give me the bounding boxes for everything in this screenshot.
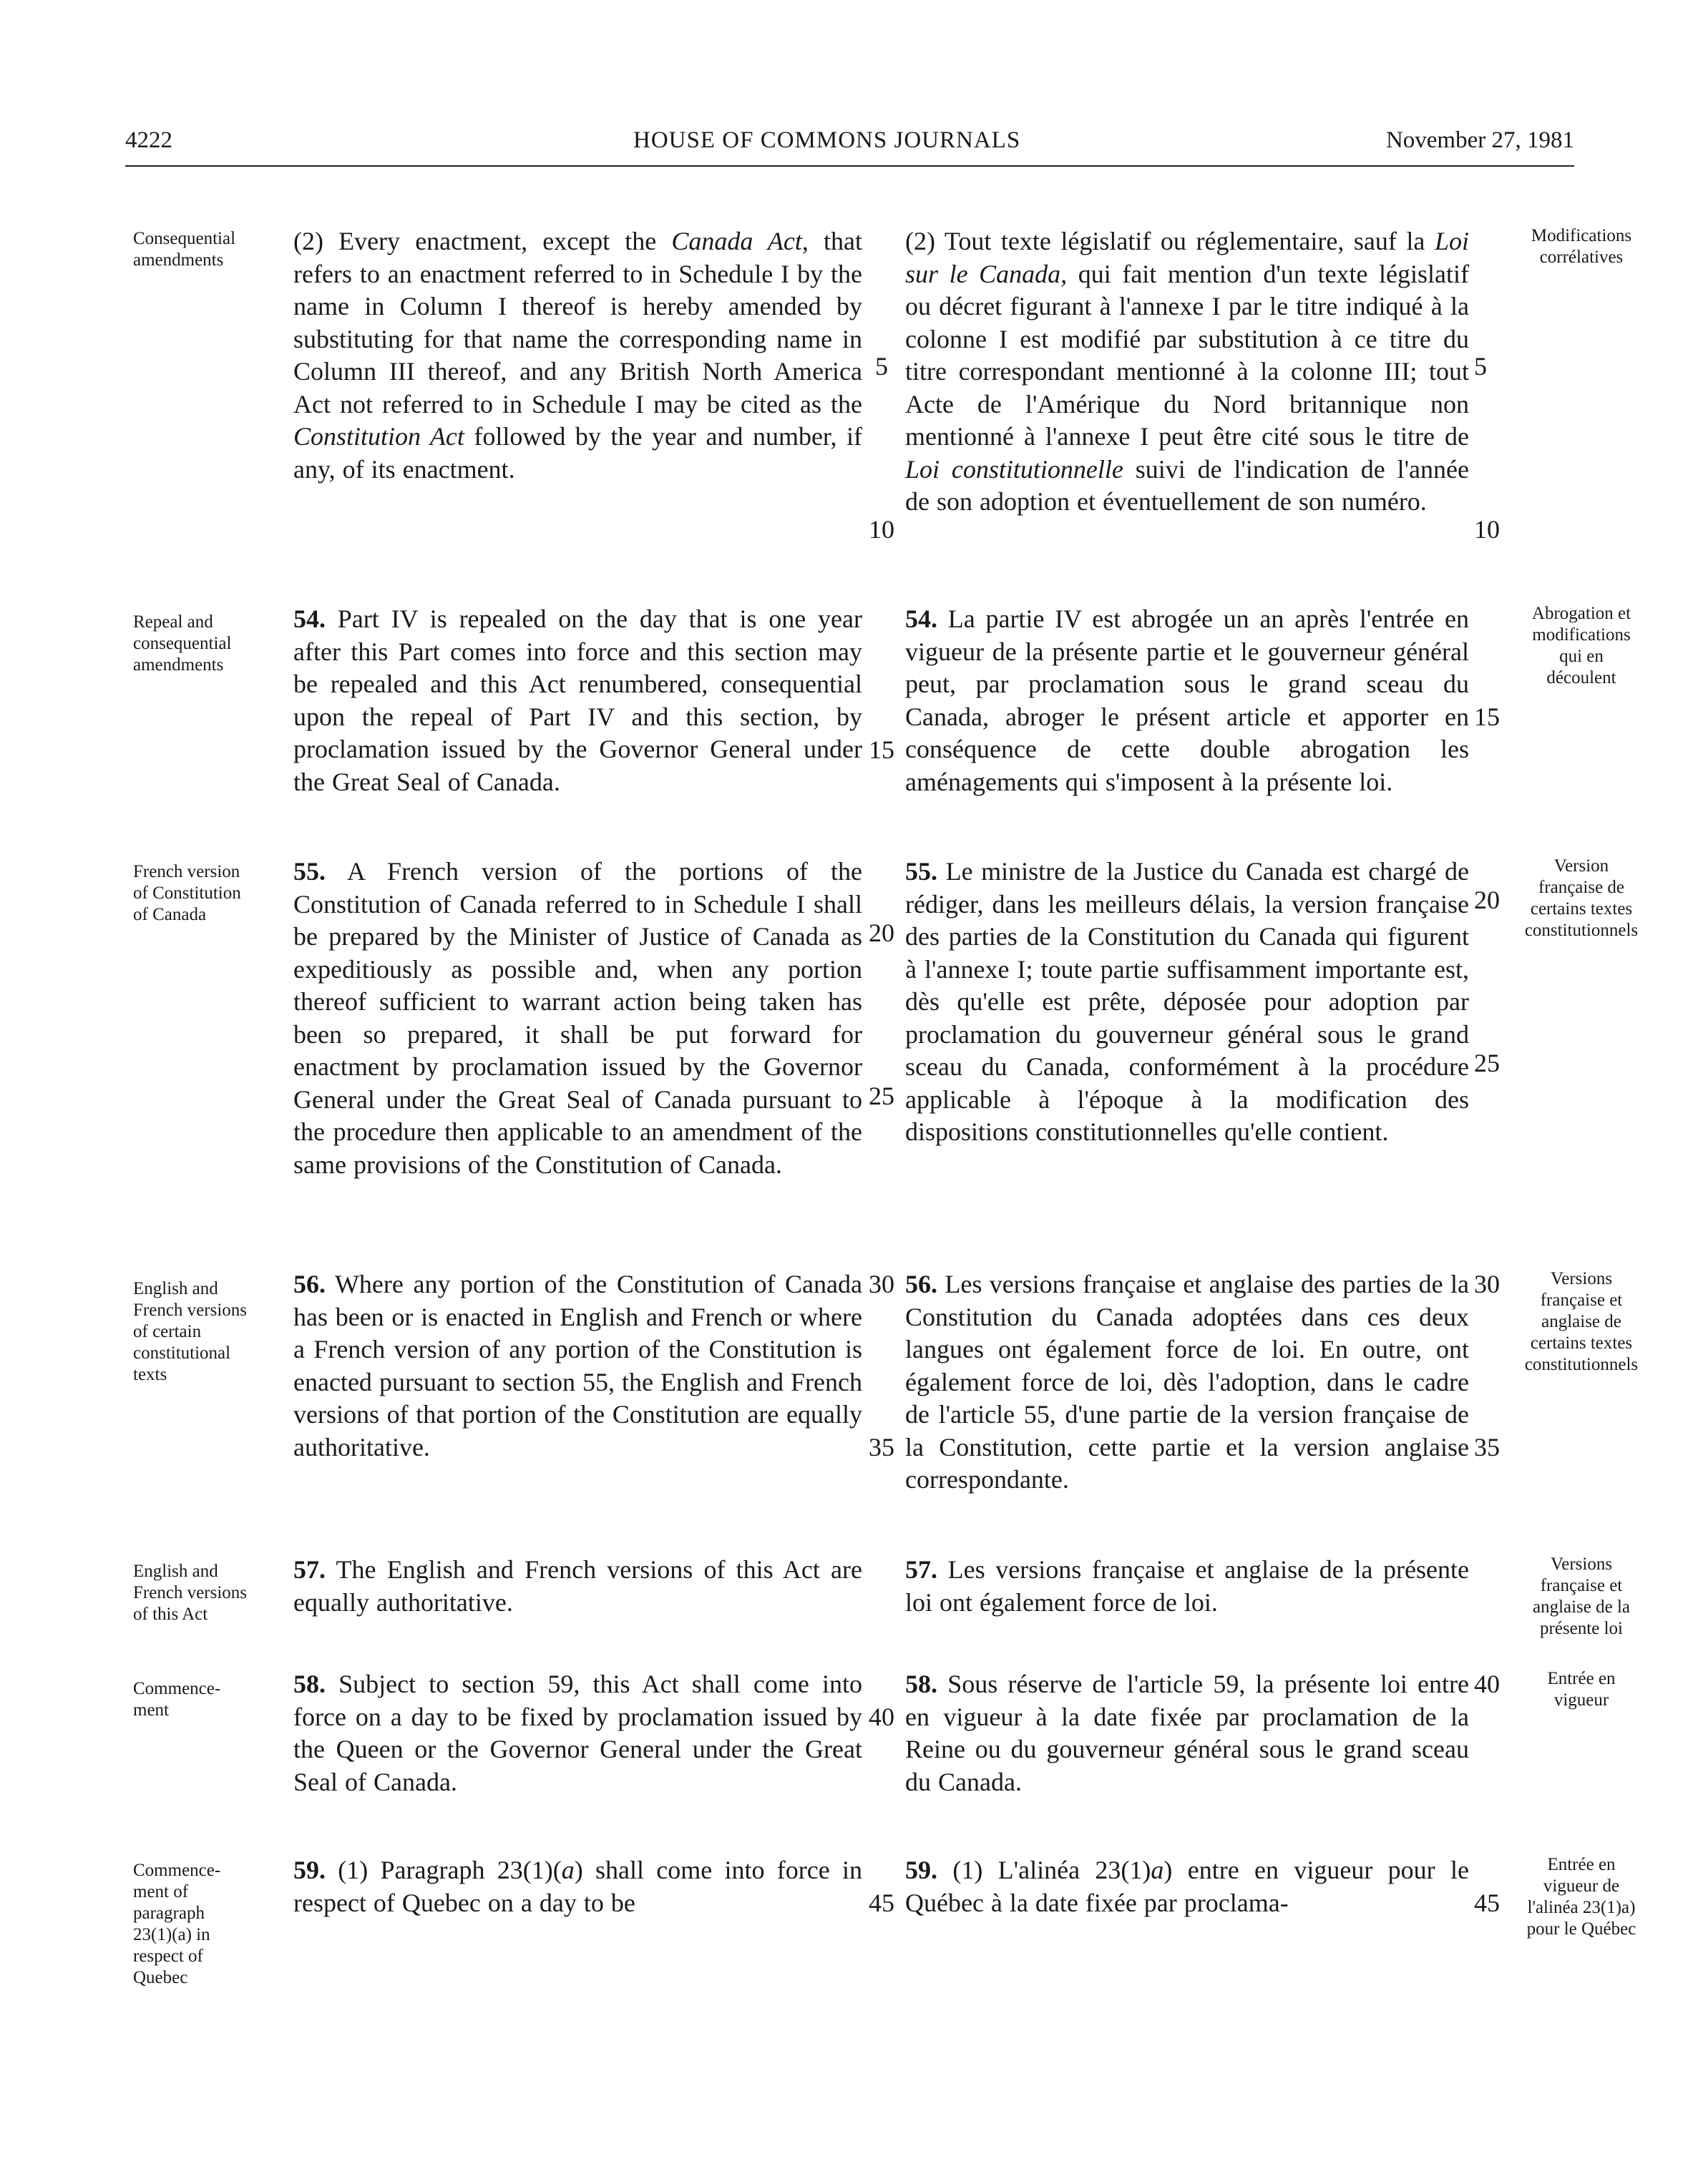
section-number: 58. xyxy=(293,1670,326,1698)
english-text xyxy=(293,1268,862,1464)
italic-title: Canada Act xyxy=(671,227,802,255)
margin-note-en: Commence- ment xyxy=(133,1679,221,1720)
line-number: 20 xyxy=(1474,886,1500,914)
text-part: ) entre en vigueur pour le Québec à la date fixée par proclama- xyxy=(905,1856,1469,1917)
section-number: 54. xyxy=(293,604,326,633)
margin-note-fr: Versions française et anglaise de la présente loi xyxy=(1532,1554,1631,1638)
margin-note-fr: Modifications corrélatives xyxy=(1531,226,1632,267)
text-part: A French version of the portions of the Constitution of Canada referred to in Schedule I shall be prepared by the Minister of Justice of Canada as expeditiously as possible and, when any portion thereof sufficient to warrant action being taken has been so prepared, it shall be put forward for enactment by proclamation issued by the Governor General under the Great Seal of Canada pursuant to the procedure then applicable to an amendment of the same provisions of the Constitution of Canada. xyxy=(293,857,862,1179)
french-text xyxy=(905,1668,1469,1798)
french-text xyxy=(905,856,1469,1149)
text-part: Les versions française et anglaise des parties de la Constitution du Canada adoptées dans ces deux langues ont également force de loi. En outre, ont également force de loi, dès l'adoption, dans le cadre de l'article 55, d'une partie de la version française de la Constitution, cette partie et la version anglaise correspondante. xyxy=(905,1270,1469,1494)
line-number: 35 xyxy=(1474,1433,1500,1461)
text-part: La partie IV est abrogée un an après l'entrée en vigueur de la présente partie et le gouverneur général peut, par proclamation sous le grand sceau du Canada, abroger le présent article et apporter en conséquence de cette double abrogation les aménagements qui s'imposent à la présente loi. xyxy=(905,604,1469,796)
english-text xyxy=(293,856,862,1181)
section-number: 57. xyxy=(293,1555,326,1584)
english-text xyxy=(293,225,862,486)
text-part: (1) Paragraph 23(1)( xyxy=(326,1856,562,1884)
margin-note-fr: Abrogation et modifications qui en découlent xyxy=(1531,604,1631,687)
margin-note-fr: Version française de certains textes constitutionnels xyxy=(1524,856,1639,940)
italic-title: Loi constitutionnelle xyxy=(905,454,1123,484)
line-number: 30 xyxy=(869,1270,894,1298)
section-number: 59. xyxy=(293,1856,326,1884)
margin-note-en: English and French versions of this Act xyxy=(133,1562,247,1624)
italic-title: Constitution Act xyxy=(293,422,464,451)
text-part: Subject to section 59, this Act shall come into force on a day to be fixed by proclamation issued by the Queen or the Governor General under the Great Seal of Canada. xyxy=(293,1670,862,1796)
section-number: 55. xyxy=(293,857,326,886)
section-number: 56. xyxy=(905,1270,937,1298)
section-number: 57. xyxy=(905,1555,937,1584)
margin-note-fr: Versions française et anglaise de certains textes constitutionnels xyxy=(1524,1269,1639,1374)
text-part: ) shall come into force in respect of Quebec on a day to be xyxy=(293,1856,862,1917)
text-part: (2) Every enactment, except the xyxy=(293,227,672,255)
english-text xyxy=(293,1668,862,1798)
line-number: 25 xyxy=(1474,1049,1500,1077)
line-number: 5 xyxy=(875,352,888,381)
french-text xyxy=(905,603,1469,798)
margin-note-fr: Entrée en vigueur xyxy=(1547,1669,1616,1710)
text-part: Les versions française et anglaise de la présente loi ont également force de loi. xyxy=(905,1555,1469,1617)
text-part: suivi de l'indication de l'année de son adoption et éventuellement de son numéro. xyxy=(905,454,1469,516)
journal-title: HOUSE OF COMMONS JOURNALS xyxy=(633,127,1021,153)
margin-note-fr: Entrée en vigueur de l'alinéa 23(1)a) pour le Québec xyxy=(1526,1855,1636,1939)
text-part: (2) Tout texte législatif ou réglementaire, sauf la xyxy=(905,227,1435,255)
french-text xyxy=(905,225,1469,519)
french-text xyxy=(905,1268,1469,1497)
section-number: 58. xyxy=(905,1670,937,1698)
line-number: 30 xyxy=(1474,1270,1500,1298)
page-date: November 27, 1981 xyxy=(1385,127,1574,153)
italic-letter: a xyxy=(1151,1856,1164,1884)
margin-note-en: English and French versions of certain constitutional texts xyxy=(133,1279,247,1384)
line-number: 15 xyxy=(869,735,894,764)
english-text xyxy=(293,1854,862,1919)
english-text xyxy=(293,1554,862,1619)
page-number: 4222 xyxy=(125,127,172,153)
text-part: (1) L'alinéa 23(1) xyxy=(937,1856,1151,1884)
text-part: Le ministre de la Justice du Canada est chargé de rédiger, dans les meilleurs délais, la version française des parties de la Constitution du Canada qui figurent à l'annexe I; toute partie suffisamment importante est, dès qu'elle est prête, déposée pour adoption par proclamation du gouverneur général sous le grand sceau du Canada, conformément à la procédure applicable à l'époque à la modification des dispositions constitutionnelles qu'elle contient. xyxy=(905,857,1469,1146)
line-number: 10 xyxy=(1474,515,1500,544)
line-number: 5 xyxy=(1474,352,1487,381)
text-part: , that refers to an enactment referred to in Schedule I by the name in Column I thereof is hereby amended by substituting for that name the corresponding name in Column III thereof, and any British North America Act not referred to in Schedule I may be cited as the xyxy=(293,227,863,418)
line-number: 10 xyxy=(869,515,894,544)
italic-title: Loi sur le Canada, xyxy=(905,227,1469,288)
section-number: 54. xyxy=(905,604,937,633)
section-number: 56. xyxy=(293,1270,326,1298)
line-number: 25 xyxy=(869,1082,894,1110)
english-text xyxy=(293,603,862,798)
margin-note-en: French version of Constitution of Canada xyxy=(133,862,241,924)
header-rule xyxy=(125,165,1574,167)
page-header xyxy=(125,126,1574,163)
margin-note-en: Repeal and consequential amendments xyxy=(133,612,232,675)
line-number: 45 xyxy=(1474,1889,1500,1917)
italic-letter: a xyxy=(561,1856,575,1884)
margin-note-en: Commence- ment of paragraph 23(1)(a) in respect of Quebec xyxy=(133,1861,221,1987)
text-part: Part IV is repealed on the day that is one year after this Part comes into force and this section may be repealed and this Act renumbered, consequential upon the repeal of Part IV and this section, by proclamation issued by the Governor General under the Great Seal of Canada. xyxy=(293,604,862,796)
text-part: The English and French versions of this Act are equally authoritative. xyxy=(293,1555,862,1617)
margin-note-en: Consequential amendments xyxy=(133,229,236,270)
line-number: 20 xyxy=(869,919,894,947)
line-number: 15 xyxy=(1474,702,1500,731)
french-text xyxy=(905,1854,1469,1919)
section-number: 55. xyxy=(905,857,937,886)
text-part: qui fait mention d'un texte législatif ou décret figurant à l'annexe I par le titre indiqué à la colonne I est modifié par substitution à ce titre du titre correspondant mentionné à la colonne III; tout Acte de l'Amérique du Nord britannique non mentionné à l'annexe I peut être cité sous le titre de xyxy=(905,259,1469,451)
text-part: followed by the year and number, if any, of its enactment. xyxy=(293,422,862,484)
section-number: 59. xyxy=(905,1856,937,1884)
line-number: 45 xyxy=(869,1889,894,1917)
line-number: 35 xyxy=(869,1433,894,1461)
line-number: 40 xyxy=(869,1703,894,1731)
text-part: Sous réserve de l'article 59, la présente loi entre en vigueur à la date fixée par proclamation de la Reine ou du gouverneur général sous le grand sceau du Canada. xyxy=(905,1670,1469,1796)
text-part: Where any portion of the Constitution of Canada has been or is enacted in English and French or where a French version of any portion of the Constitution is enacted pursuant to section 55, the English and French versions of that portion of the Constitution are equally authoritative. xyxy=(293,1270,862,1461)
french-text xyxy=(905,1554,1469,1619)
line-number: 40 xyxy=(1474,1670,1500,1698)
